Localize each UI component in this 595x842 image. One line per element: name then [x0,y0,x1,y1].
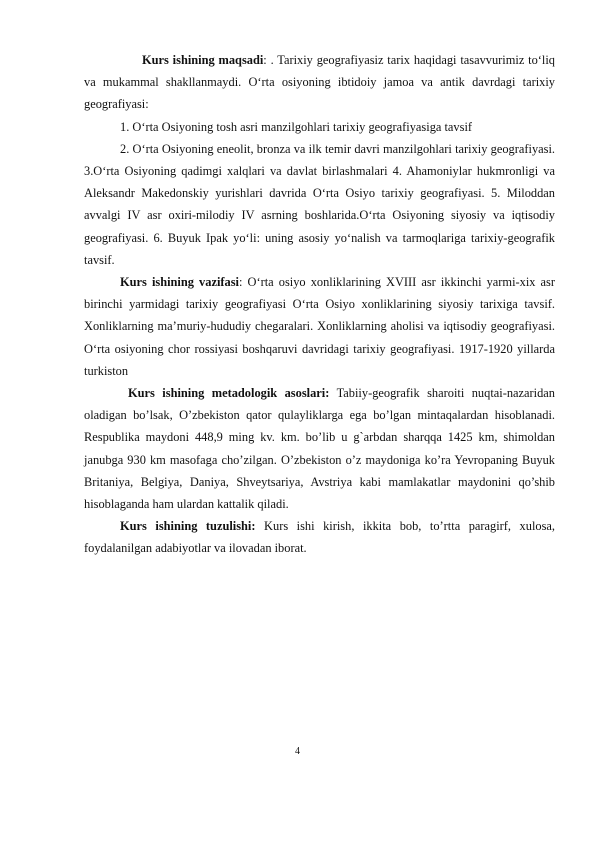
paragraph-item-2: 2. O‘rta Osiyoning eneolit, bronza va ilk temir davri manzilgohlari tarixiy geografiyasi. 3.O‘rta Osiyoning qadimgi xalqlari va davlat birlashmalari 4. Ahamoniylar hukmronligi va Aleksandr Makedonskiy yurishlari davrida O‘rta Osiyo tarixiy geografiyasi. 5. Miloddan avvalgi IV asr oxiri-milodiy IV asrning boshlarida.O‘rta Osiyoning siyosiy va iqtisodiy geografiyasi. 6. Buyuk Ipak yo‘li: uning asosiy yo‘nalish va tarmoqlariga tarixiy-geografik tavsif. [84,141,555,267]
paragraph-maqsad [84,49,555,116]
paragraph-tuzilishi [84,515,555,559]
vazifa-text: : O‘rta osiyo xonliklarining XVIII asr ikkinchi yarmi-xix asr birinchi yarmidagi tarixiy geografiyasi O‘rta Osiyo xonliklarining siyosiy tarixiga tavsif. Xonliklarning ma’muriy-hududiy chegaralari. Xonliklarning aholisi va iqtisodiy geografiyasi. O‘rta osiyoning chor rossiyasi boshqaruvi davridagi tarixiy geografiyasi. 1917-1920 yillarda turkiston [84,275,556,378]
paragraph-vazifa [84,271,555,382]
tuzilishi-text: Kurs ishi kirish, ikkita bob, to’rtta paragirf, xulosa, foydalanilgan adabiyotlar va ilovadan iborat. [84,519,556,556]
page-number: 4 [295,746,300,757]
document-page [84,49,555,560]
tuzilishi-label: Kurs ishining tuzulishi: [120,519,256,534]
paragraph-item-1: 1. O‘rta Osiyoning tosh asri manzilgohlari tarixiy geografiyasiga tavsif [120,119,473,134]
vazifa-label: Kurs ishining vazifasi [120,275,239,290]
paragraph-asoslar [84,382,555,515]
asoslar-label: Kurs ishining metadologik asoslari: [128,386,330,401]
maqsad-label: Kurs ishining maqsadi [142,53,264,67]
maqsad-intro: : . Tarixiy geografiyasiz tarix haqidagi tasavvurimiz to‘liq va mukammal shakllanmaydi. O‘rta osiyoning ibtidoiy jamoa va antik davrdagi tarixiy geografiyasi: [84,53,555,112]
asoslar-text: Tabiiy-geografik sharoiti nuqtai-nazaridan oladigan bo’lsak, O’zbekiston qator qulayliklarga ega bo’lgan mintaqalardan hisoblanadi. Respublika maydoni 448,9 ming kv. km. bo’lib u g`arbdan sharqqa 1425 km, shimoldan janubga 930 km masofaga cho’zilgan. O’zbekiston o’z maydoniga ko’ra Yevropaning Buyuk Britaniya, Belgiya, Daniya, Shveytsariya, Avstriya kabi mamlakatlar maydonini qo’shib hisoblaganda ham ulardan kattalik qiladi. [84,386,555,512]
